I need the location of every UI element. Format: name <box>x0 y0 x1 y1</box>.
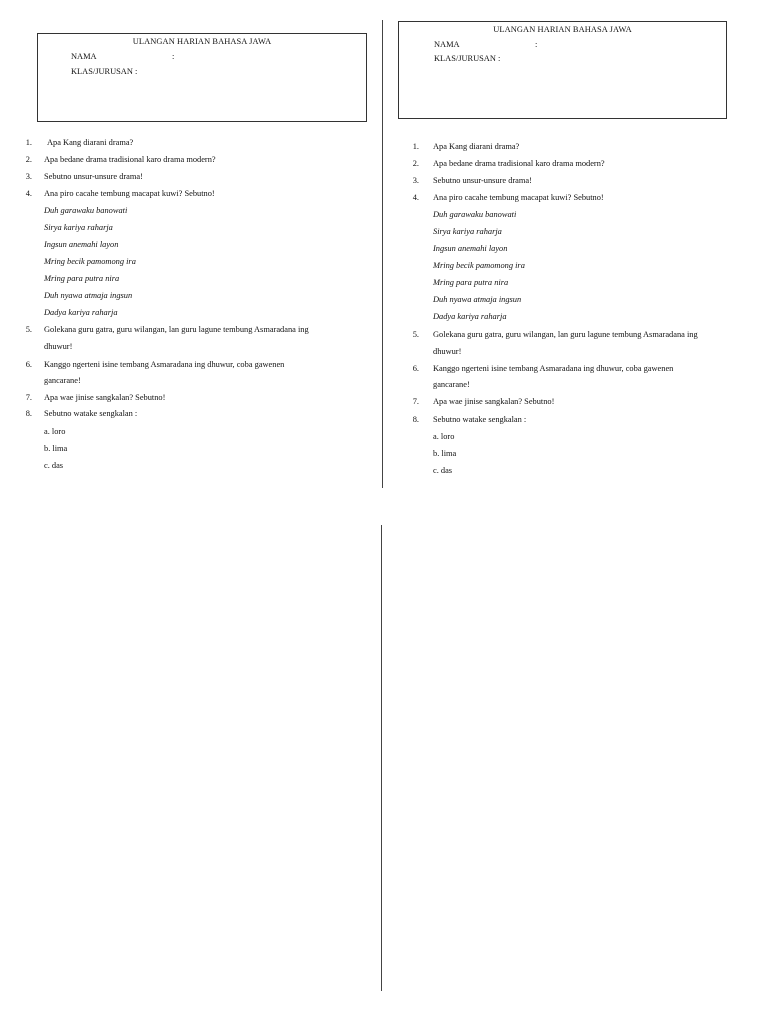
poem-line: Mring becik pamomong ira <box>44 257 136 266</box>
option-a: a. loro <box>44 427 66 436</box>
question-number: 2. <box>412 159 419 168</box>
question-text-cont: dhuwur! <box>44 342 73 351</box>
poem-line: Ingsun anemahi layon <box>433 244 508 253</box>
class-label: KLAS/JURUSAN : <box>71 67 138 76</box>
question-number: 5. <box>25 325 32 334</box>
poem-line: Mring para putra nira <box>433 278 509 287</box>
header-title: ULANGAN HARIAN BAHASA JAWA <box>132 37 272 46</box>
poem-line: Ingsun anemahi layon <box>44 240 119 249</box>
poem-line: Mring para putra nira <box>44 274 120 283</box>
question-text: Golekana guru gatra, guru wilangan, lan guru lagune tembung Asmaradana ing <box>44 325 309 334</box>
question-number: 7. <box>412 397 419 406</box>
question-number: 7. <box>25 393 32 402</box>
poem-line: Duh nyawa atmaja ingsun <box>433 295 522 304</box>
header-title: ULANGAN HARIAN BAHASA JAWA <box>493 25 632 34</box>
header-box <box>398 21 727 119</box>
question-number: 3. <box>25 172 32 181</box>
question-text: Sebutno watake sengkalan : <box>433 415 527 424</box>
question-text: Golekana guru gatra, guru wilangan, lan guru lagune tembung Asmaradana ing <box>433 330 698 339</box>
question-text: Sebutno unsur-unsure drama! <box>44 172 143 181</box>
poem-line: Dadya kariya raharja <box>433 312 507 321</box>
divider-top <box>382 20 383 488</box>
poem-line: Mring becik pamomong ira <box>433 261 525 270</box>
header-box <box>37 33 367 122</box>
option-a: a. loro <box>433 432 455 441</box>
poem-line: Sirya kariya raharja <box>433 227 502 236</box>
name-label: NAMA <box>434 40 460 49</box>
poem-line: Duh nyawa atmaja ingsun <box>44 291 133 300</box>
name-label: NAMA <box>71 52 97 61</box>
question-number: 8. <box>25 409 32 418</box>
question-number: 5. <box>412 330 419 339</box>
question-text: Sebutno watake sengkalan : <box>44 409 138 418</box>
question-text: Sebutno unsur-unsure drama! <box>433 176 532 185</box>
poem-line: Dadya kariya raharja <box>44 308 118 317</box>
option-b: b. lima <box>44 444 68 453</box>
poem-line: Sirya kariya raharja <box>44 223 113 232</box>
name-colon: : <box>535 40 538 49</box>
question-number: 6. <box>25 360 32 369</box>
question-number: 6. <box>412 364 419 373</box>
name-colon: : <box>172 52 175 61</box>
question-text: Apa bedane drama tradisional karo drama modern? <box>44 155 216 164</box>
question-text: Apa bedane drama tradisional karo drama modern? <box>433 159 605 168</box>
question-number: 4. <box>412 193 419 202</box>
divider-bottom <box>381 525 382 991</box>
option-c: c. das <box>433 466 453 475</box>
right-sheet <box>384 0 768 500</box>
question-text: Ana piro cacahe tembung macapat kuwi? Sebutno! <box>433 193 604 202</box>
question-number: 1. <box>412 142 419 151</box>
class-label: KLAS/JURUSAN : <box>434 54 501 63</box>
left-sheet <box>0 0 384 500</box>
option-b: b. lima <box>433 449 457 458</box>
question-text: Apa Kang diarani drama? <box>433 142 520 151</box>
question-text: Apa wae jinise sangkalan? Sebutno! <box>433 397 555 406</box>
question-text: Ana piro cacahe tembung macapat kuwi? Sebutno! <box>44 189 215 198</box>
question-text-cont: gancarane! <box>433 380 470 389</box>
question-text: Kanggo ngerteni isine tembang Asmaradana ing dhuwur, coba gawenen <box>433 364 674 373</box>
question-text: Kanggo ngerteni isine tembang Asmaradana ing dhuwur, coba gawenen <box>44 360 285 369</box>
question-text: Apa wae jinise sangkalan? Sebutno! <box>44 393 166 402</box>
option-c: c. das <box>44 461 64 470</box>
question-number: 4. <box>25 189 32 198</box>
question-number: 2. <box>25 155 32 164</box>
question-number: 3. <box>412 176 419 185</box>
question-number: 1. <box>25 138 32 147</box>
question-text: Apa Kang diarani drama? <box>47 138 134 147</box>
poem-line: Duh garawaku banowati <box>433 210 517 219</box>
poem-line: Duh garawaku banowati <box>44 206 128 215</box>
question-number: 8. <box>412 415 419 424</box>
question-text-cont: gancarane! <box>44 376 81 385</box>
question-text-cont: dhuwur! <box>433 347 462 356</box>
